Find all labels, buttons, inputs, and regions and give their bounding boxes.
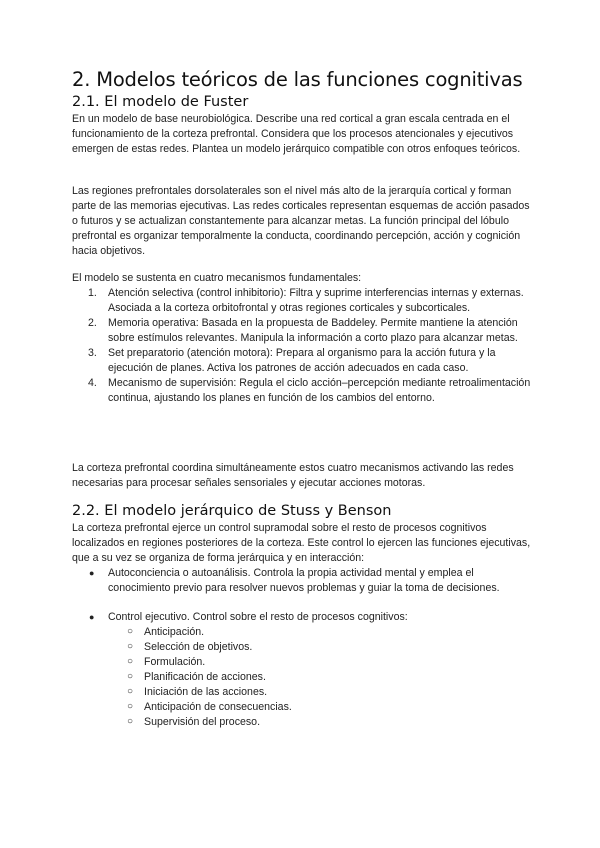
sub-list — [108, 625, 532, 730]
paragraph: El modelo se sustenta en cuatro mecanismos fundamentales: — [72, 272, 362, 284]
list-number: 4. — [88, 377, 97, 389]
sub-list-item — [108, 700, 532, 715]
circle-bullet-icon: ○ — [127, 701, 134, 712]
paragraph: Las regiones prefrontales dorsolaterales son el nivel más alto de la jerarquía cortical y forman parte de las memorias ejecutivas. Las redes corticales representan esquemas de acción pasados o futuros y se actualizan constantemente para alcanzar metas. La función principal del lóbulo prefrontal es organizar temporalmente la conducta, coordinando percepción, acción y cognición hacia objetivos. — [72, 185, 530, 257]
list-item — [72, 376, 532, 406]
bullet-list — [72, 610, 532, 730]
list-number: 1. — [88, 287, 97, 299]
sub-list-item — [108, 625, 532, 640]
sub-list-item — [108, 670, 532, 685]
list-item — [72, 346, 532, 376]
list-item-text: Atención selectiva (control inhibitorio): Filtra y suprime interferencias internas y externas. Asociada a la corteza orbitofrontal y otras regiones corticales y subcorticales. — [108, 287, 524, 314]
sub-item-text: Selección de objetivos. — [144, 641, 253, 653]
list-item-text: Memoria operativa: Basada en la propuesta de Baddeley. Permite mantiene la atención sobre estímulos relevantes. Manipula la información a corto plazo para alcanzar metas. — [108, 317, 518, 344]
paragraph: La corteza prefrontal coordina simultáneamente estos cuatro mecanismos activando las redes necesarias para procesar señales sensoriales y ejecutar acciones motoras. — [72, 462, 514, 489]
sub-item-text: Anticipación de consecuencias. — [144, 701, 292, 713]
sub-item-text: Anticipación. — [144, 626, 205, 638]
list-item-text: Set preparatorio (atención motora): Prepara al organismo para la acción futura y la ejecución de planes. Activa los patrones de acción adecuados en cada caso. — [108, 347, 496, 374]
mechanisms-list — [72, 286, 532, 406]
main-heading: 2. Modelos teóricos de las funciones cognitivas — [72, 68, 523, 91]
circle-bullet-icon: ○ — [127, 686, 134, 697]
bullet-list — [72, 566, 532, 596]
list-number: 2. — [88, 317, 97, 329]
circle-bullet-icon: ○ — [127, 671, 134, 682]
sub-list-item — [108, 655, 532, 670]
sub-item-text: Planificación de acciones. — [144, 671, 266, 683]
list-item-text: Control ejecutivo. Control sobre el resto de procesos cognitivos: — [108, 611, 408, 623]
list-number: 3. — [88, 347, 97, 359]
circle-bullet-icon: ○ — [127, 656, 134, 667]
bullet-icon: ● — [89, 612, 95, 622]
list-item — [72, 316, 532, 346]
circle-bullet-icon: ○ — [127, 716, 134, 727]
list-item — [72, 566, 532, 596]
sub-item-text: Supervisión del proceso. — [144, 716, 261, 728]
paragraph: La corteza prefrontal ejerce un control supramodal sobre el resto de procesos cognitivos localizados en regiones posteriores de la corteza. Este control lo ejercen las funciones ejecutivas, que a su vez se organiza de forma jerárquica y en interacción: — [72, 522, 531, 564]
section-heading-fuster: 2.1. El modelo de Fuster — [72, 94, 249, 110]
list-item-text: Mecanismo de supervisión: Regula el ciclo acción–percepción mediante retroalimentación continua, ajustando los planes en función de los cambios del entorno. — [108, 377, 531, 404]
list-item — [72, 286, 532, 316]
sub-list-item — [108, 640, 532, 655]
sub-item-text: Iniciación de las acciones. — [144, 686, 268, 698]
circle-bullet-icon: ○ — [127, 626, 134, 637]
list-item-text: Autoconciencia o autoanálisis. Controla la propia actividad mental y emplea el conocimiento previo para resolver nuevos problemas y guiar la toma de decisiones. — [108, 567, 500, 594]
sub-item-text: Formulación. — [144, 656, 206, 668]
list-item — [72, 610, 532, 730]
sub-list-item — [108, 685, 532, 700]
bullet-icon: ● — [89, 568, 95, 578]
circle-bullet-icon: ○ — [127, 641, 134, 652]
sub-list-item — [108, 715, 532, 730]
paragraph: En un modelo de base neurobiológica. Describe una red cortical a gran escala centrada en el funcionamiento de la corteza prefrontal. Considera que los procesos atencionales y ejecutivos emergen de estas redes. Plantea un modelo jerárquico compatible con otros enfoques teóricos. — [72, 113, 521, 155]
section-heading-stuss-benson: 2.2. El modelo jerárquico de Stuss y Benson — [72, 503, 392, 519]
